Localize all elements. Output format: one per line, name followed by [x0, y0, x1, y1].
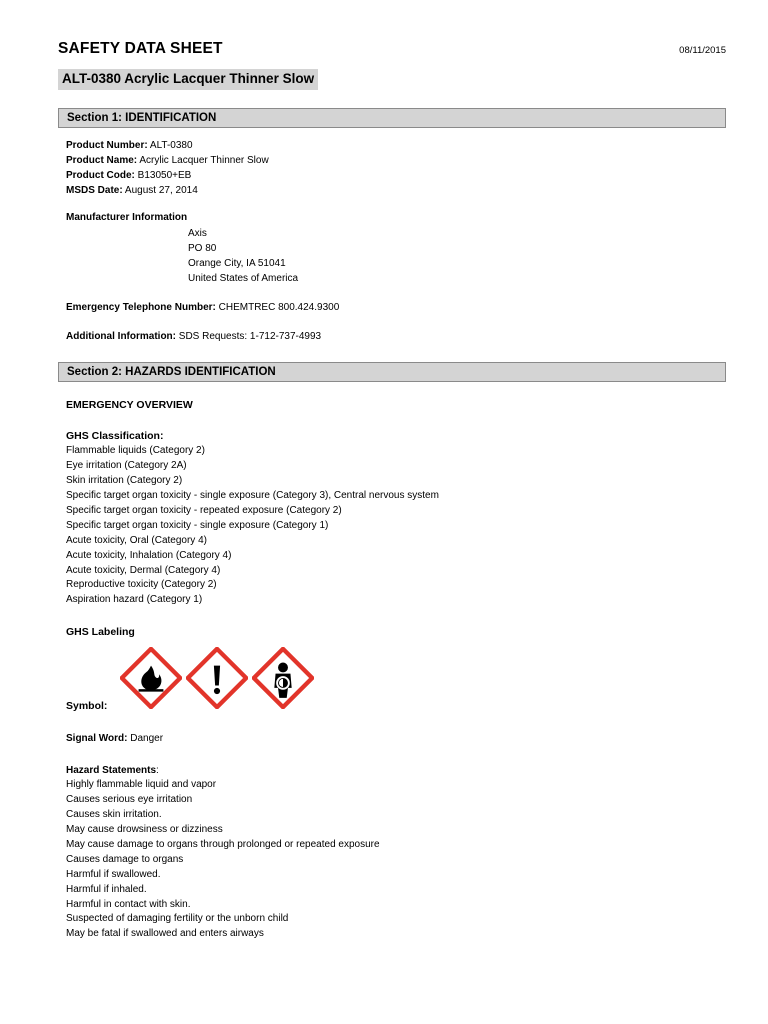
field-value: August 27, 2014	[124, 184, 198, 196]
signal-word	[66, 732, 726, 747]
list-item: Harmful if swallowed.	[66, 868, 161, 880]
field-additional-information	[66, 329, 726, 344]
section-1-header: Section 1: IDENTIFICATION	[58, 108, 726, 128]
signal-word-label: Signal Word:	[66, 733, 128, 745]
list-item: May be fatal if swallowed and enters airways	[66, 928, 264, 940]
field-label: Product Code:	[66, 169, 135, 181]
field-label: Product Number:	[66, 139, 148, 151]
list-item: Highly flammable liquid and vapor	[66, 779, 217, 791]
hazard-statements-colon: :	[156, 764, 159, 776]
manufacturer-information	[66, 211, 726, 286]
list-item: Harmful in contact with skin.	[66, 898, 191, 910]
list-item: May cause damage to organs through prolonged or repeated exposure	[66, 838, 380, 850]
field-label: Emergency Telephone Number:	[66, 301, 216, 313]
section-1-body	[58, 138, 726, 344]
list-item: Harmful if inhaled.	[66, 883, 147, 895]
field-product-code	[66, 168, 726, 183]
list-item: Flammable liquids (Category 2)	[66, 445, 205, 457]
hazard-statements-label: Hazard Statements	[66, 764, 157, 776]
list-item: Specific target organ toxicity - single exposure (Category 1)	[66, 519, 329, 531]
list-item: Reproductive toxicity (Category 2)	[66, 579, 217, 591]
ghs-classification-list	[66, 444, 726, 608]
list-item: May cause drowsiness or dizziness	[66, 824, 223, 836]
field-label: MSDS Date:	[66, 184, 123, 196]
list-item: Aspiration hazard (Category 1)	[66, 594, 203, 606]
field-label: Additional Information:	[66, 330, 176, 342]
list-item: Suspected of damaging fertility or the unborn child	[66, 913, 289, 925]
list-item: Specific target organ toxicity - repeated exposure (Category 2)	[66, 504, 342, 516]
document-date: 08/11/2015	[679, 45, 726, 56]
emergency-overview-heading: EMERGENCY OVERVIEW	[66, 398, 193, 411]
list-item: Skin irritation (Category 2)	[66, 475, 183, 487]
list-item: Eye irritation (Category 2A)	[66, 460, 187, 472]
field-product-name	[66, 153, 726, 168]
section-2-body	[58, 398, 726, 943]
product-title: ALT-0380 Acrylic Lacquer Thinner Slow	[58, 69, 318, 90]
document-header	[58, 40, 726, 58]
list-item: Causes damage to organs	[66, 853, 184, 865]
field-value: Acrylic Lacquer Thinner Slow	[139, 154, 269, 166]
hazard-statements-heading	[66, 764, 726, 779]
address-line: Orange City, IA 51041	[188, 257, 286, 269]
address-line: United States of America	[188, 272, 299, 284]
field-value: CHEMTREC 800.424.9300	[218, 301, 340, 313]
manufacturer-address	[188, 226, 726, 286]
field-value: SDS Requests: 1-712-737-4993	[178, 330, 322, 342]
hazard-statements-list	[66, 778, 726, 942]
document-content	[58, 40, 726, 942]
ghs-labeling-heading: GHS Labeling	[66, 626, 135, 639]
field-label: Product Name:	[66, 154, 138, 166]
field-product-number	[66, 138, 726, 153]
list-item: Acute toxicity, Oral (Category 4)	[66, 534, 207, 546]
page-title: SAFETY DATA SHEET	[58, 40, 223, 57]
field-emergency-telephone	[66, 300, 726, 315]
field-value: B13050+EB	[137, 169, 192, 181]
list-item: Causes skin irritation.	[66, 809, 162, 821]
manufacturer-heading: Manufacturer Information	[66, 211, 188, 223]
signal-word-value: Danger	[130, 733, 164, 745]
list-item: Causes serious eye irritation	[66, 794, 193, 806]
field-msds-date	[66, 183, 726, 198]
symbol-label: Symbol:	[66, 699, 108, 712]
list-item: Acute toxicity, Inhalation (Category 4)	[66, 549, 232, 561]
ghs-classification-heading: GHS Classification:	[66, 429, 164, 442]
section-2-header: Section 2: HAZARDS IDENTIFICATION	[58, 362, 726, 382]
address-line: Axis	[188, 227, 207, 239]
list-item: Specific target organ toxicity - single exposure (Category 3), Central nervous system	[66, 490, 439, 502]
address-line: PO 80	[188, 242, 217, 254]
list-item: Acute toxicity, Dermal (Category 4)	[66, 564, 221, 576]
field-value: ALT-0380	[149, 139, 193, 151]
